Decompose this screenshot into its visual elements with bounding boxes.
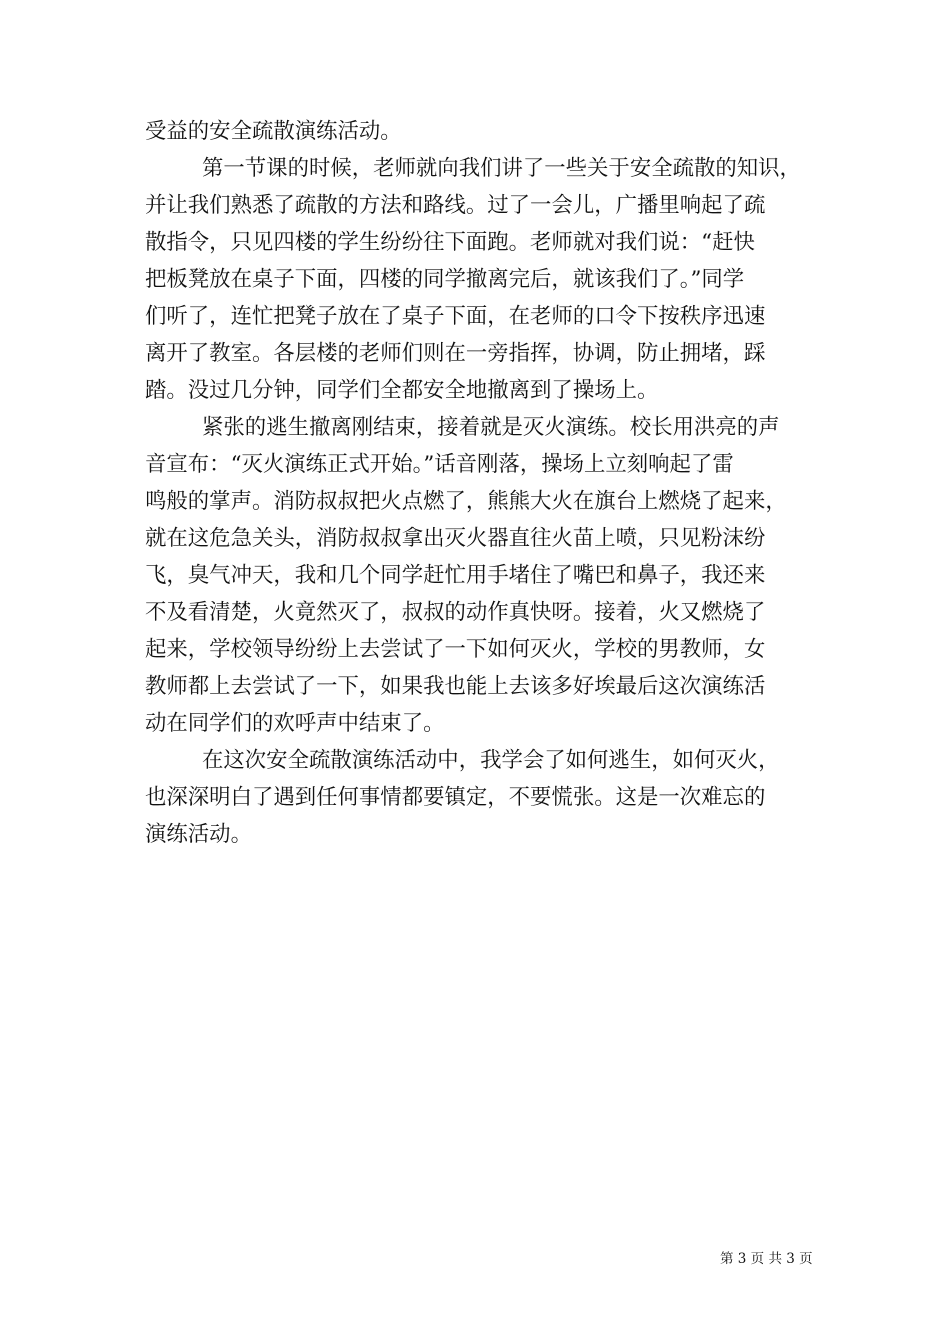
text-line: 们听了，连忙把凳子放在了桌子下面，在老师的口令下按秩序迅速	[145, 304, 766, 329]
paragraph-start-line: 第一节课的时候，老师就向我们讲了一些关于安全疏散的知识，	[202, 156, 801, 181]
text-line: 演练活动。	[145, 822, 252, 847]
text-line: 并让我们熟悉了疏散的方法和路线。过了一会儿，广播里响起了疏	[145, 193, 766, 218]
page-number: 第 3 页 共 3 页	[720, 1251, 813, 1267]
text-line: 踏。没过几分钟，同学们全都安全地撤离到了操场上。	[145, 378, 659, 403]
text-line: 动在同学们的欢呼声中结束了。	[145, 711, 445, 736]
paragraph-start-line: 紧张的逃生撤离刚结束，接着就是灭火演练。校长用洪亮的声	[202, 415, 780, 440]
text-line: 教师都上去尝试了一下，如果我也能上去该多好埃最后这次演练活	[145, 674, 766, 699]
text-line: 音宣布：“灭火演练正式开始。”话音刚落，操场上立刻响起了雷	[145, 452, 734, 477]
text-line: 鸣般的掌声。消防叔叔把火点燃了，熊熊大火在旗台上燃烧了起来，	[145, 489, 787, 514]
text-line: 离开了教室。各层楼的老师们则在一旁指挥，协调，防止拥堵，踩	[145, 341, 766, 366]
text-line: 散指令，只见四楼的学生纷纷往下面跑。老师就对我们说：“赶快	[145, 230, 755, 255]
text-line: 受益的安全疏散演练活动。	[145, 119, 402, 144]
text-line: 不及看清楚，火竟然灭了，叔叔的动作真快呀。接着，火又燃烧了	[145, 600, 766, 625]
document-body	[145, 113, 825, 853]
text-line: 把板凳放在桌子下面，四楼的同学撤离完后，就该我们了。”同学	[145, 267, 745, 292]
text-line: 起来，学校领导纷纷上去尝试了一下如何灭火，学校的男教师，女	[145, 637, 766, 662]
text-line: 也深深明白了遇到任何事情都要镇定，不要慌张。这是一次难忘的	[145, 785, 766, 810]
text-line: 就在这危急关头，消防叔叔拿出灭火器直往火苗上喷，只见粉沫纷	[145, 526, 766, 551]
paragraph-start-line: 在这次安全疏散演练活动中，我学会了如何逃生，如何灭火，	[202, 748, 780, 773]
text-line: 飞，臭气冲天，我和几个同学赶忙用手堵住了嘴巴和鼻子，我还来	[145, 563, 766, 588]
